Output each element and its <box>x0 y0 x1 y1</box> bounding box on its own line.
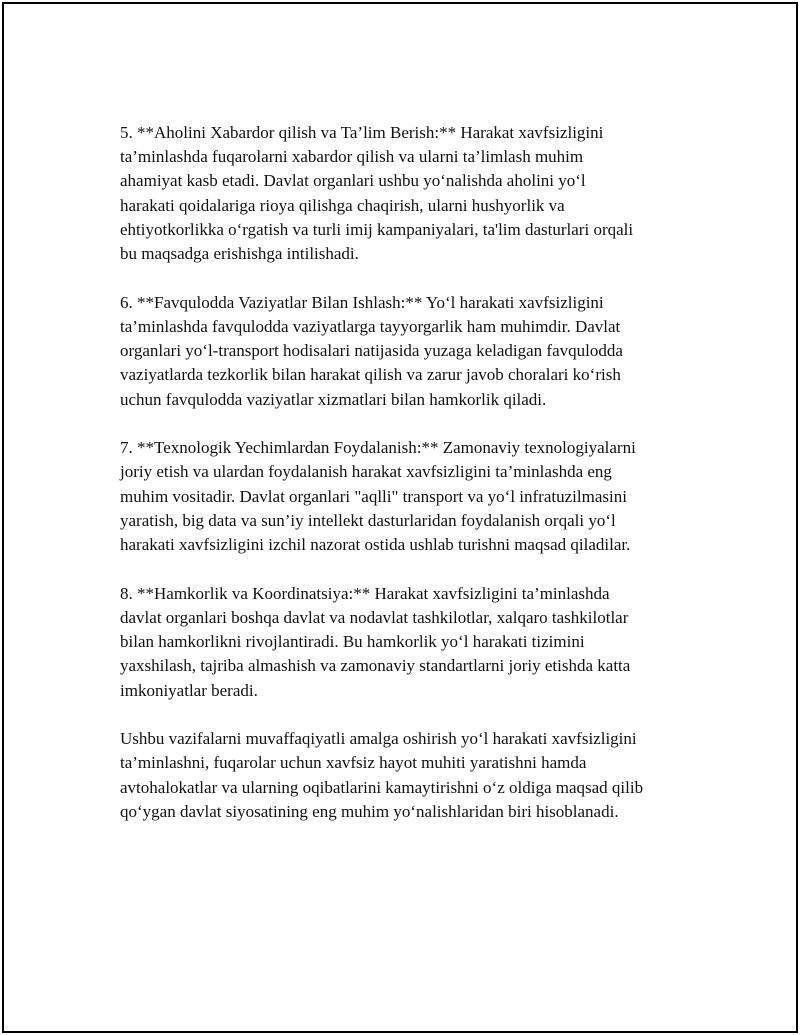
text-line: 6. **Favqulodda Vaziyatlar Bilan Ishlash:** Yo‘l harakati xavfsizligini <box>120 292 604 312</box>
text-line: qo‘ygan davlat siyosatining eng muhim yo‘nalishlaridan biri hisoblanadi. <box>120 801 619 821</box>
text-line: vaziyatlarda tezkorlik bilan harakat qilish va zarur javob choralari ko‘rish <box>120 365 621 385</box>
text-line: Ushbu vazifalarni muvaffaqiyatli amalga oshirish yo‘l harakati xavfsizligini <box>120 729 637 749</box>
text-line: imkoniyatlar beradi. <box>120 680 258 700</box>
text-line: 7. **Texnologik Yechimlardan Foydalanish:** Zamonaviy texnologiyalarni <box>120 438 636 458</box>
text-line: yaratish, big data va sun’iy intellekt dasturlaridan foydalanish orqali yo‘l <box>120 510 616 530</box>
paragraph-public-awareness <box>120 121 700 266</box>
text-line: ta’minlashni, fuqarolar uchun xavfsiz hayot muhiti yaratishni hamda <box>120 753 587 773</box>
document-body <box>120 121 700 849</box>
text-line: ehtiyotkorlikka o‘rgatish va turli imij kampaniyalari, ta'lim dasturlari orqali <box>120 219 634 239</box>
text-line: organlari yo‘l-transport hodisalari natijasida yuzaga keladigan favqulodda <box>120 341 623 361</box>
text-line: ta’minlashda favqulodda vaziyatlarga tayyorgarlik ham muhimdir. Davlat <box>120 316 621 336</box>
paragraph-technology-solutions <box>120 436 700 557</box>
text-line: 8. **Hamkorlik va Koordinatsiya:** Harakat xavfsizligini ta’minlashda <box>120 583 610 603</box>
text-line: davlat organlari boshqa davlat va nodavlat tashkilotlar, xalqaro tashkilotlar <box>120 607 629 627</box>
text-line: joriy etish va ulardan foydalanish harakat xavfsizligini ta’minlashda eng <box>120 462 612 482</box>
text-line: bu maqsadga erishishga intilishadi. <box>120 244 359 264</box>
text-line: muhim vositadir. Davlat organlari "aqlli" transport va yo‘l infratuzilmasini <box>120 486 627 506</box>
text-line: avtohalokatlar va ularning oqibatlarini kamaytirishni o‘z oldiga maqsad qilib <box>120 777 644 797</box>
text-line: ahamiyat kasb etadi. Davlat organlari ushbu yo‘nalishda aholini yo‘l <box>120 171 586 191</box>
text-line: yaxshilash, tajriba almashish va zamonaviy standartlarni joriy etishda katta <box>120 656 631 676</box>
text-line: ta’minlashda fuqarolarni xabardor qilish va ularni ta’limlash muhim <box>120 147 584 167</box>
text-line: harakati xavfsizligini izchil nazorat ostida ushlab turishni maqsad qiladilar. <box>120 535 631 555</box>
text-line: harakati qoidalariga rioya qilishga chaqirish, ularni hushyorlik va <box>120 195 565 215</box>
paragraph-conclusion <box>120 727 700 824</box>
paragraph-cooperation <box>120 582 700 703</box>
text-line: bilan hamkorlikni rivojlantiradi. Bu hamkorlik yo‘l harakati tizimini <box>120 632 585 652</box>
text-line: uchun favqulodda vaziyatlar xizmatlari bilan hamkorlik qiladi. <box>120 389 547 409</box>
text-line: 5. **Aholini Xabardor qilish va Ta’lim Berish:** Harakat xavfsizligini <box>120 123 604 142</box>
paragraph-emergency-situations <box>120 291 700 412</box>
page-frame <box>2 2 798 1033</box>
